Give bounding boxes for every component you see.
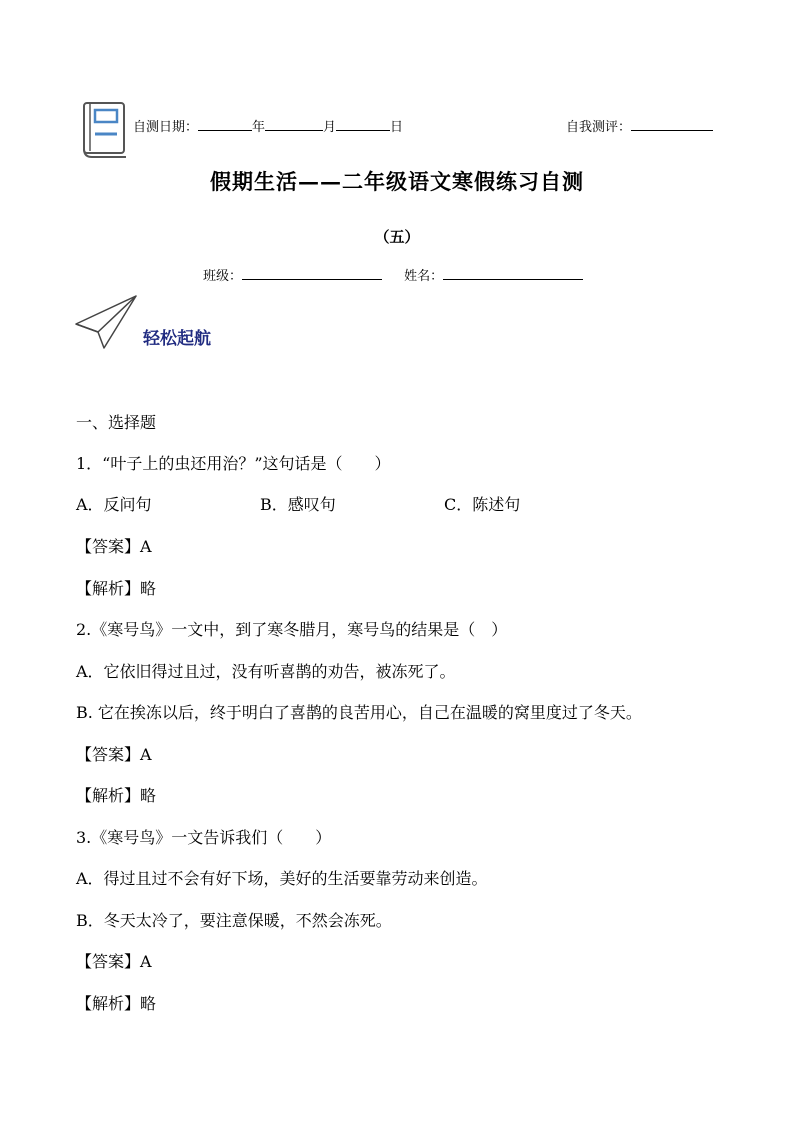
answer: 【答案】A	[76, 537, 152, 556]
option-a: A．得过且过不会有好下场，美好的生活要靠劳动来创造。	[76, 869, 488, 888]
answer: 【答案】A	[76, 745, 152, 764]
name-blank[interactable]	[443, 267, 583, 280]
month-blank[interactable]	[265, 118, 323, 131]
self-eval-blank[interactable]	[631, 118, 713, 131]
year-blank[interactable]	[198, 118, 252, 131]
paper-plane-icon	[74, 294, 140, 356]
page-subtitle: （五）	[374, 228, 420, 246]
date-label: 自测日期：	[133, 120, 199, 135]
class-blank[interactable]	[242, 267, 382, 280]
option-c: C．陈述句	[444, 495, 521, 514]
option-a: A．它依旧得过且过，没有听喜鹊的劝告，被冻死了。	[76, 662, 456, 681]
page-title: 假期生活——二年级语文寒假练习自测	[210, 169, 584, 194]
analysis: 【解析】略	[76, 786, 157, 805]
class-label: 班级：	[203, 269, 243, 284]
question-stem: 3.《寒号鸟》一文告诉我们（ ）	[76, 828, 332, 847]
option-a: A．反问句	[76, 495, 152, 514]
self-evaluation	[566, 116, 713, 135]
self-eval-label: 自我测评：	[566, 120, 632, 135]
option-b: B. 它在挨冻以后，终于明白了喜鹊的良苦用心，自己在温暖的窝里度过了冬天。	[76, 703, 642, 722]
analysis: 【解析】略	[76, 579, 157, 598]
name-label: 姓名：	[404, 269, 444, 284]
question-stem: 2.《寒号鸟》一文中，到了寒冬腊月，寒号鸟的结果是（ ）	[76, 620, 508, 639]
question-options	[76, 492, 520, 515]
day-blank[interactable]	[336, 118, 390, 131]
book-icon	[80, 101, 130, 163]
option-b: B．冬天太冷了，要注意保暖，不然会冻死。	[76, 911, 392, 930]
section-title: 一、选择题	[76, 413, 157, 432]
question-stem: 1．“叶子上的虫还用治？”这句话是（ ）	[76, 454, 391, 473]
year-label: 年	[252, 120, 266, 135]
day-label: 日	[390, 120, 404, 135]
month-label: 月	[323, 120, 337, 135]
option-b: B．感叹句	[260, 495, 336, 514]
class-name-row	[203, 265, 583, 284]
analysis: 【解析】略	[76, 994, 157, 1013]
section-banner: 轻松起航	[143, 329, 211, 349]
answer: 【答案】A	[76, 952, 152, 971]
self-test-date	[133, 116, 403, 135]
